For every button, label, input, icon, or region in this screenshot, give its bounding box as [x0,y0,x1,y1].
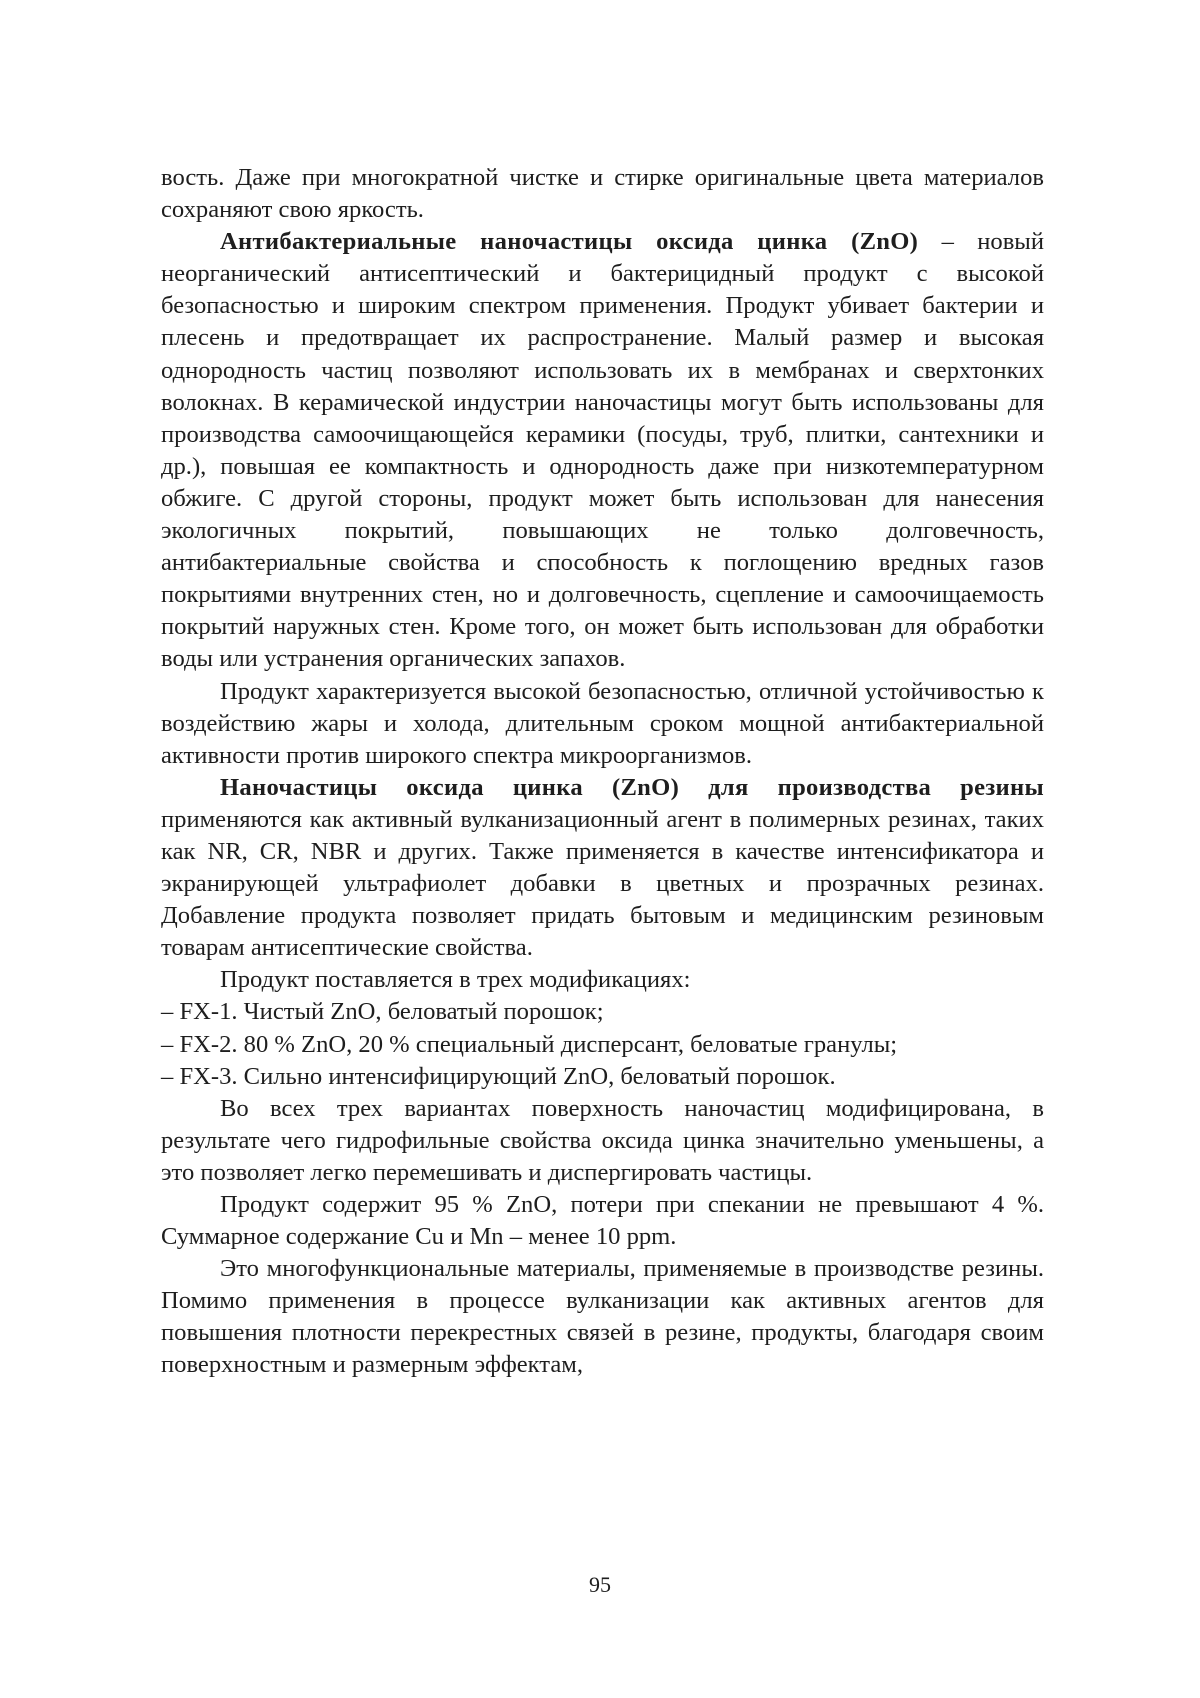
list-item: – FX-2. 80 % ZnO, 20 % специальный дисперсант, беловатые гранулы; [161,1030,898,1058]
paragraph-multifunctional [161,1253,1044,1381]
paragraph-text: Во всех трех вариантах поверхность наночастиц модифицирована, в результате чего гидрофильные свойства оксида цинка значительно уменьшены, а это позволяет легко перемешивать и диспергировать частицы. [161,1094,1044,1186]
paragraph-modifications-intro [161,964,1044,996]
paragraph-text: – новый неорганический антисептический и бактерицидный продукт с высокой безопасностью и широким спектром применения. Продукт убивает бактерии и плесень и предотвращает их распространение. Малый размер и высокая однородность частиц позволяют использовать их в мембранах и сверхтонких волокнах. В керамической индустрии наночастицы могут быть использованы для производства самоочищающейся керамики (посуды, труб, плитки, сантехники и др.), повышая ее компактность и однородность даже при низкотемпературном обжиге. С другой стороны, продукт может быть использован для нанесения экологичных покрытий, повышающих не только долговечность, антибактериальные свойства и способность к поглощению вредных газов покрытиями внутренних стен, но и долговечность, сцепление и самоочищаемость покрытий наружных стен. Кроме того, он может быть использован для обработки воды или устранения органических запахов. [161,228,1044,673]
list-item: – FX-3. Сильно интенсифицирующий ZnO, беловатый порошок. [161,1062,836,1090]
paragraph-text: вость. Даже при многократной чистке и стирке оригинальные цвета материалов сохраняют свою яркость. [161,164,1044,224]
paragraph-rubber-zno [161,772,1044,965]
paragraph-text: Это многофункциональные материалы, применяемые в производстве резины. Помимо применения в процессе вулканизации как активных агентов для повышения плотности перекрестных связей в резине, продукты, благодаря своим поверхностным и размерным эффектам, [161,1255,1044,1379]
paragraph-bold-lead: Антибактериальные наночастицы оксида цинка (ZnO) [220,228,919,256]
paragraph-text: Продукт содержит 95 % ZnO, потери при спекании не превышают 4 %. Суммарное содержание Cu и Mn – менее 10 ppm. [161,1191,1044,1251]
body-text [161,162,1044,1382]
paragraph-surface-modification [161,1093,1044,1189]
paragraph-continuation [161,162,1044,226]
paragraph-composition [161,1189,1044,1253]
paragraph-antibacterial-zno [161,226,1044,675]
modifications-list [161,996,1044,1092]
paragraph-text: Продукт характеризуется высокой безопасностью, отличной устойчивостью к воздействию жары и холода, длительным сроком мощной антибактериальной активности против широкого спектра микроорганизмов. [161,677,1044,769]
paragraph-bold-lead: Наночастицы оксида цинка (ZnO) для производства резины [220,773,1044,801]
paragraph-product-properties [161,676,1044,772]
paragraph-text: применяются как активный вулканизационный агент в полимерных резинах, таких как NR, CR, NBR и других. Также применяется в качестве интенсификатора и экранирующей ультрафиолет добавки в цветных и прозрачных резинах. Добавление продукта позволяет придать бытовым и медицинским резиновым товарам антисептические свойства. [161,805,1044,962]
paragraph-text: Продукт поставляется в трех модификациях: [220,966,691,994]
page-number: 95 [589,1572,611,1597]
list-item: – FX-1. Чистый ZnO, беловатый порошок; [161,998,604,1026]
